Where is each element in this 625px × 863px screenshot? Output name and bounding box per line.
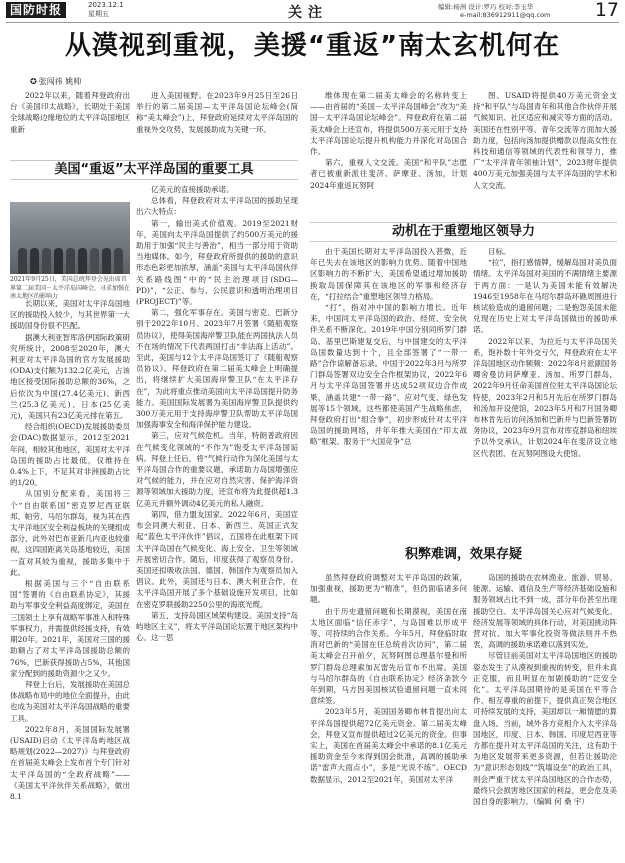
photo-figure (18, 248, 27, 274)
newspaper-logo: 国防时报 (6, 2, 66, 18)
paragraph: 总体看，拜登政府对太平洋岛国的援助呈现出六大特点： (136, 196, 298, 217)
column-4-bottom (473, 572, 617, 858)
news-photo (10, 202, 130, 274)
photo-figure (30, 248, 39, 274)
column-3-bottom (310, 572, 467, 858)
headline: 从漠视到重视，美援“重返”南太玄机何在 (64, 31, 561, 61)
paragraph: 进入美国视野。在2023年9月25日至26日举行的第二届美国—太平洋岛国论坛峰会(简称“美太峰会”)上，拜登政府延续对太平洋岛国的重视外交攻势，发展援助成为关键一环。 (136, 91, 298, 134)
paragraph: 维体现在第二届美太峰会的名称转变上——由首届的“美国－太平洋岛国峰会”改为“美国－太平洋岛国论坛峰会”。拜登政府在第二届美太峰会上还宣布，将提供500万美元用于支持太平洋岛国论坛提升机构能力并深化对岛国合作。 (310, 91, 467, 157)
paragraph: 从国别分配来看，美国将三个“自由联系国”密克罗尼西亚联邦、帕劳、马绍尔群岛，视为其在西太平洋地区安全利益板块的关键组成部分，此外对巴布亚新几内亚也较重视，这四国距离关岛基地较近，美国一直对其较为重视，援助多集中于此。 (10, 489, 130, 577)
column-1-body (10, 298, 130, 856)
subhead-effects: 积弊难调，效果存疑 (404, 547, 522, 562)
subhead-us-tools: 美国“重返”太平洋岛国的重要工具 (10, 160, 298, 180)
photo-caption: 2021年9月25日，美国总统拜登会见出席首界第二届美国－太平洋岛国峰会，寻求加强在南太地区的影响力 (10, 276, 131, 300)
paragraph: 亿美元的直接援助承诺。 (151, 185, 234, 194)
paragraph: “拉”，指打感情牌，缓解岛国对美负面情绪。太平洋岛国对美国的不满情绪主要源于两方面：一是认为美国未能有效解决1946至1958年在马绍尔群岛环礁周围进行核试验造成的遗留问题；二是抱怨美国未能兑现在历史上对太平洋岛国做出的援助承诺。 (473, 258, 617, 335)
column-3-mid (310, 246, 467, 542)
paragraph: “打”，指对冲中国的影响力增长。近年来，中国同太平洋岛国的政治、经贸、安全伙伴关系不断深化。2019年中国分别同所罗门群岛、基里巴斯建复交后，与中国建交的太平洋岛国数量达到十个，且全部签署了“一带一路”合作谅解备忘录。中国于2022年3月与所罗门群岛签署双边安全合作框架协议，2022年6月与太平洋岛国签署并达成52项双边合作成果，涵盖共建“一带一路”、应对气变、绿色发展等15个领域。这些都使美国产生战略焦虑，拜登政府打出“组合拳”，初步形成针对太平洋岛国的援助网络，并年年推大美国在“印太战略”框架、服务于“大国竞争”总 (310, 303, 467, 447)
editor-endnote: （编辑 何 桑 宇） (533, 797, 589, 807)
photo-figure (42, 248, 51, 274)
masthead (0, 0, 625, 22)
paragraph: 第六，重视人文交流。美国“和平队”志愿者已被重新派往斐济、萨摩亚、汤加，计划2024年重返瓦努阿 (310, 158, 467, 190)
editor-credits: 编辑:杨洲 设计:罗巧 校对:李玉华 (438, 3, 534, 11)
photo-figure (114, 248, 123, 274)
paragraph: 由于美国长期对太平洋岛国投入甚微，近年已失去在该地区的影响力优势。随着中国地区影响力的不断扩大，美国希望通过增加援助换取岛国保障其在该地区的军事和经济存在，“打拉结合”重塑地区领导力格局。 (310, 247, 467, 301)
paragraph: 经合组织(OECD)发展援助委员会(DAC)数据显示，2012至2021年间，相较其他地区，美国对太平洋岛国的援助占比最低，仅维持在0.4%上下，不足其对非洲援助占比的1/20。 (10, 422, 130, 488)
photo-figure (54, 248, 63, 274)
issue-weekday: 星期五 (88, 10, 109, 18)
photo-figure (78, 248, 87, 274)
issue-date-box (88, 1, 124, 19)
column-4-mid (473, 246, 617, 542)
star-icon: ✪ (30, 77, 37, 86)
paragraph: 据澳大利亚智库洛伊国际政策研究所统计，2008至2020年，澳大利亚对太平洋岛国的官方发展援助(ODA)支付额为132.2亿美元，占该地区接受国际援助总额的36%，之后依次为中国(27.4亿美元)、新西兰(25.3亿美元)、日本(25亿美元)，美国只有23亿美元排在第五。 (10, 332, 130, 421)
paragraph: 2022年以来，随着拜登政府出台《美国印太战略》，长期处于美国全球战略边缘地位的太平洋岛国地区重新 (10, 91, 130, 134)
paragraph: 2022年8月，美国国际发展署(USAID)启动《太平洋岛屿地区战略规划(2022—2027)》与拜登政府在首届美太峰会上发布首个专门针对太平洋岛国的“全政府战略”——《美国太平洋伙伴关系战略》，做出8.1 (10, 724, 130, 801)
paragraph: 长期以来，美国对太平洋岛国地区的援助投入较少，与其世界第一大援助国身份很不匹配。 (10, 299, 130, 331)
paragraph: 根据美国与三个“自由联系国”签署的《自由联系协定》，其援助与军事安全利益高度绑定，美国在三国领土上享有战略军事准入和特殊军事权力，并需提供经援支持，有效期20年。2021年，美国对三国的援助额占了对太平洋岛国援助总额的76%，巴新获得援助占5%，其他国家分配到的援助资源少之又少。 (10, 579, 130, 678)
column-2-body (136, 184, 298, 856)
issue-date: 2023.12.1 (88, 1, 124, 9)
subhead-motivation: 动机在于重塑地区领导力 (310, 222, 617, 242)
column-4-top (473, 90, 617, 218)
paragraph: 第一，输出美式价值观。2019至2021财年，美国向太平洋岛国提供了约500万美元的援助用于加强“民主与善治”，相当一部分用于资助当地媒体。如今，拜登政府所提供的援助的意识形态色彩更加浓厚，涵盖“美国与太平洋岛国伙伴关系路线图”中的“民主治理项目(SDG—PD)”，“公正、参与、公民意识和透明治理项目(PROJECT)”等。 (136, 218, 298, 307)
contact-email: e-mail:836912911@qq.com (460, 11, 551, 19)
paragraph: 图。USAID将提供40万美元资金支持“和平队”与岛国青年和其他合作伙伴开展气候知识、社区适应和减灾等方面的活动。美国还在性别平等、青年交流等方面加大援助力度，包括向汤加提供赠款以提高女性在科技和通信等领域的代表性和领导力，推广“太平洋青年领袖计划”，2023财年提供400万美元加强美国与太平洋岛国的学术和人文交流。 (473, 91, 617, 190)
column-3-top (310, 90, 467, 218)
column-2-intro (136, 90, 298, 152)
photo-figure (90, 248, 99, 274)
section-name: 关注 (288, 5, 328, 21)
paragraph-text: 尽管目前美国对太平洋岛国地区的援助姿态发生了从漠视到重视的转变，但并未真正克服，而且明显在加剧援助的“泛安全化”。太平洋岛国期待的是美国在平等合作、相互尊重的前提下，提供真正契合地区可持续发展的支持，美国却以一厢情愿的算盘入场。当前，域外各方竞相介入太平洋岛国地区，印度、日本、韩国、印度尼西亚等方都在提升对太平洋岛国的关注，这有助于为地区发展带来更多资源，但若让援助沦为“意识形态划线”“筑墙设垒”的政治工具，则会严重干扰太平洋岛国地区的合作态势，最终只会损害地区国家的利益，更会危及美国自身的影响力。 (473, 651, 617, 807)
paragraph: 由于历史遗留问题和长期漠视，美国在南太地区面临“信任赤字”，与岛国难以形成平等、可持续的合作关系。今年5月，拜登临时取消对巴新的“美国在任总统首次访问”，第二届美太峰会召开前夕，瓦努阿图总理基尔曼和所罗门群岛总理索加瓦雷先后宣布不出席。美国与马绍尔群岛的《自由联系协定》经济条款今年到期，马方因美国核试验遗留问题一直未同意续签。 (310, 606, 467, 706)
masthead-rule (6, 22, 619, 23)
paragraph: 第五，支持岛国区域架构建设。美国支持“岛屿地区主义”，将太平洋岛国论坛置于地区架构中心。这一思 (136, 610, 298, 643)
page-number: 17 (594, 0, 619, 21)
paragraph: 岛国的援助在农林渔业、旅游、贸易、能源、运输、通信及生产等经济基础设施和服务领域占比不到一成，部分年份甚至出现援助空白。太平洋岛国关心应对气候变化、经济发展等领域的具体行动，对美国挑动阵营对抗、加大军事化投资等做法则并不热衷，高调的援助承诺难以落到实处。 (473, 573, 617, 650)
author-names: 张闯祎 姚帅 (38, 77, 82, 86)
photo-figure (102, 248, 111, 274)
paragraph: 第三，应对气候危机。当年，特朗普政府因在气候变化领域的“不作为”饱受太平洋岛国诟病。拜登上任后，将“气候行动作为深化美国与太平洋岛国合作的重要议题，承诺助力岛国增强应对气候的能力，并在应对自然灾害、保护海洋资源等领域加大援助力度，还宣布将为此提供超1.3亿美元并额外调动4亿美元的私人融资。 (136, 431, 298, 508)
paragraph: 第二，强化军事存在。美国与密克、巴新分别于2022年10月、2023年7月签署《随船观察员协议》，使得美国海岸警卫队能在两国执法人员不在场的情况下代表两国打击“非法海上活动”。至此，美国与12个太平洋岛国签订了《随船观察员协议》。拜登政府在第二届美太峰会上明确提出，将继续扩大美国海岸警卫队“在太平洋存在”，为此将重点推动美国向太平洋岛国提升防务能力。美国国际发展署为美国海岸警卫队提供约300万美元用于支持海岸警卫队帮助太平洋岛国加强海事安全和海洋保护能力建设。 (136, 308, 298, 430)
paragraph: 2022年以来，为拉近与太平洋岛国关系，饱补数十年外交亏欠，拜登政府在太平洋岛国地区动作频频：2022年8月派副国务卿舍曼访问萨摩亚、汤加、所罗门群岛，2022年9月任命美国首位驻太平洋岛国论坛特使，2023年2月和5月先后在所罗门群岛和汤加开设使馆，2023年5月和7月国务卿布林肯先后访问汤加和巴新并与巴新签署防务协议，2023年9月宣布对库克群岛和纽埃予以外交承认，计划2024年在斐济设立地区代表团、在瓦努阿图设大使馆。 (473, 336, 617, 458)
paragraph: 2023年5月，美国国务卿布林肯提出向太平洋岛国提供超72亿美元资金。第二届美太峰会，拜登又宣布提供超过2亿美元的资金。但事实上，美国在首届美太峰会中承诺的8.1亿美元援助资金至今未得到国会批准，高调的援助承诺“雷声大雨点小”，多是“光说不练”。OECD数据显示，2012至2021年，美国对太平洋 (310, 707, 467, 784)
photo-figure (66, 248, 75, 274)
paragraph (473, 650, 617, 807)
paragraph: 第四，借力盟友国家。2022年6月，美国宣布会同澳大利亚、日本、新西兰、英国正式发起“蓝色太平洋伙伴”倡议，五国将在此框架下同太平洋岛国在气候变化、海上安全、卫生等领域开展密切合作。随后，印度获得了观察员身份。美国还拟吸收法国、德国、韩国作为观察员加入倡议。此外，美国还与日本、澳大利亚合作，在太平洋岛国开展了多个基础设施开发项目，比如在密克罗联援助2250公里的海底光缆。 (136, 509, 298, 609)
paragraph: 拜登上台后，发展援助在美国总体战略布局中的地位全面提升，由此也成为美国对太平洋岛国战略的重要工具。 (10, 679, 130, 723)
paragraph: 目标。 (488, 247, 511, 256)
paragraph: 虽然拜登政府调整对太平洋岛国的政策，加强重视，援助更为“精准”，但仍面临诸多问题。 (310, 573, 467, 605)
byline (30, 76, 81, 87)
